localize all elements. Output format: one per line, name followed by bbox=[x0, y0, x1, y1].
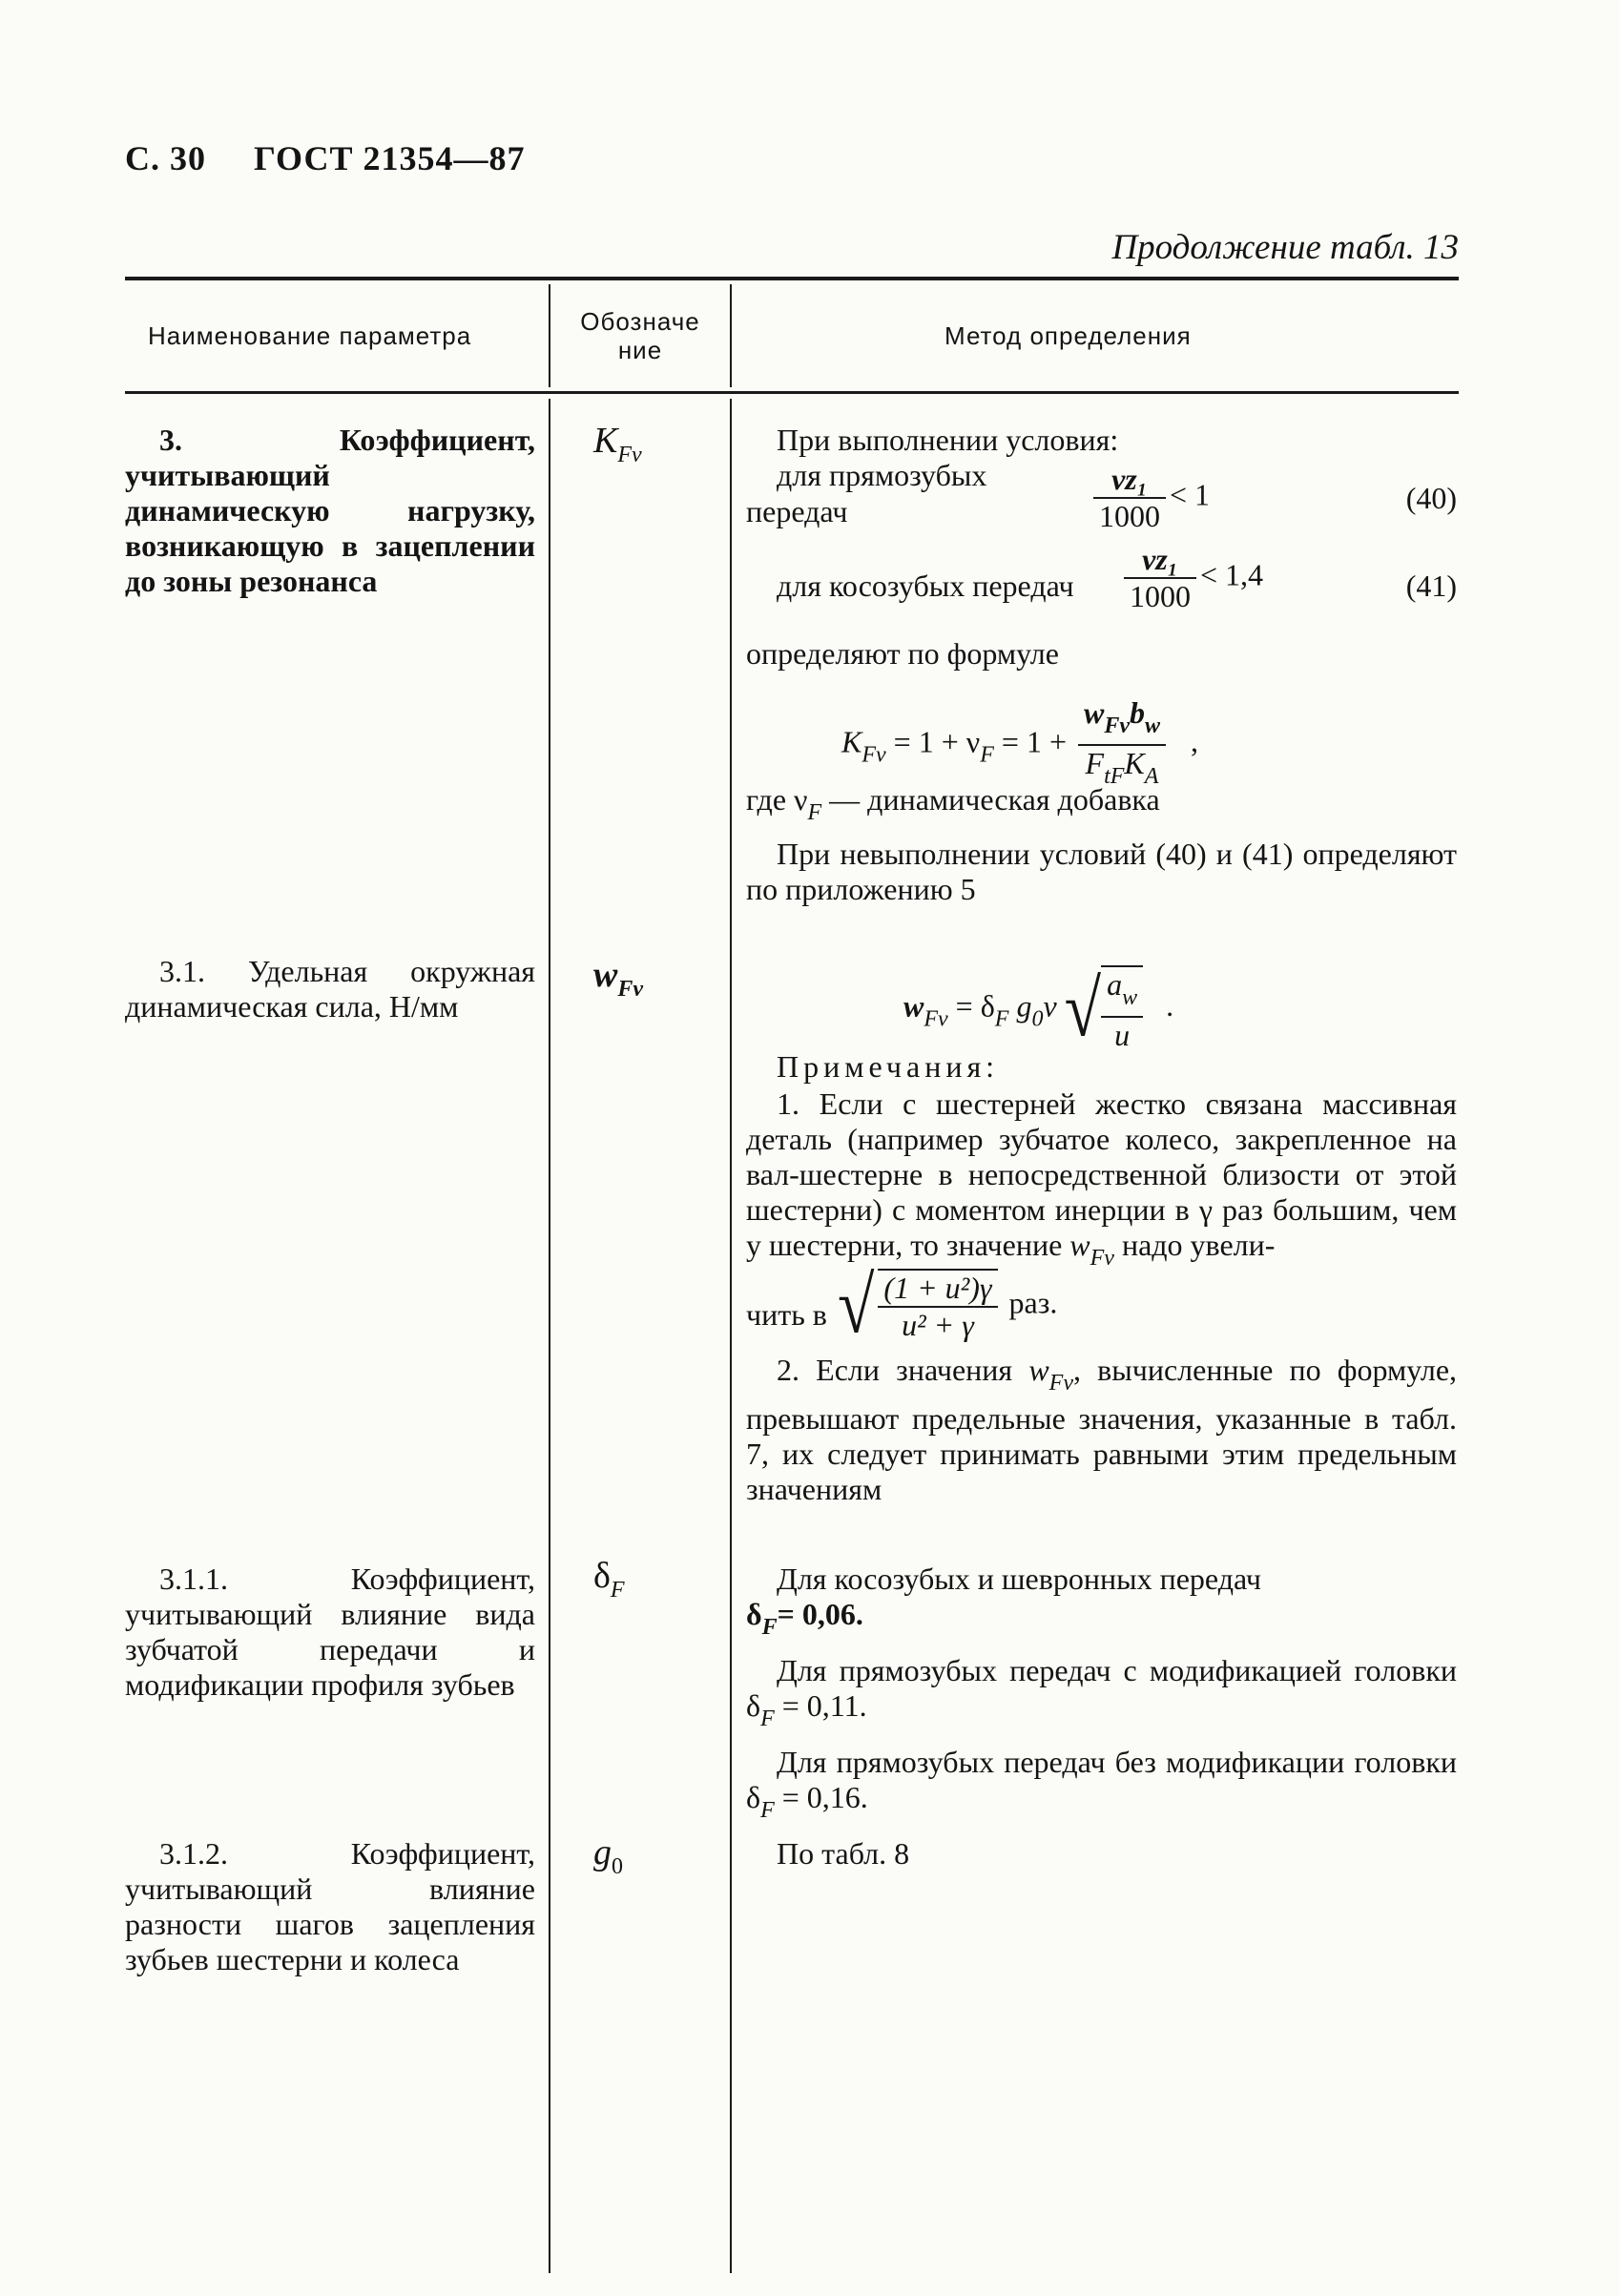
row-3-method bbox=[746, 423, 1457, 907]
sqrt-symbol: √ bbox=[1064, 964, 1102, 1054]
page-header bbox=[125, 138, 525, 178]
condition-helical: для косозубых передач $\frac{\text{vz₁}}{1000}$ < 1,4 (41) bbox=[777, 542, 1457, 613]
row-3-parameter-text: 3. Коэффициент, учитывающий динамическую нагрузку, возникающую в зацеплении до зоны резонанса bbox=[125, 423, 535, 598]
row-3-1-parameter: 3.1. Удельная окружная динамическая сила, Н/мм bbox=[125, 954, 535, 1024]
column-divider-1 bbox=[549, 284, 550, 387]
delta-spur-modified: Для прямозубых передач с модификацией головки $\delta_F = 0,11$. bbox=[746, 1653, 1457, 1731]
column-divider-1-body bbox=[549, 399, 550, 2273]
by-formula-text: определяют по формуле bbox=[746, 636, 1059, 671]
delta-spur-unmodified: Для прямозубых передач без модификации головки $\delta_F = 0,16$. bbox=[746, 1745, 1457, 1823]
where-text: где $\nu_F$ — динамическая добавка bbox=[746, 782, 1160, 825]
row-3-1-symbol: $w_{Fv}$ bbox=[593, 955, 644, 1002]
row-3-1-1-symbol: $\delta_F$ bbox=[593, 1556, 625, 1603]
column-header-symbol: Обозначение bbox=[580, 307, 700, 364]
table-header-rule bbox=[125, 391, 1459, 394]
table-top-rule bbox=[125, 277, 1459, 280]
row-3-1-1-parameter: 3.1.1. Коэффициент, учитывающий влияние вида зубчатой передачи и модификации профиля зубьев bbox=[125, 1562, 535, 1702]
standard-number: ГОСТ 21354—87 bbox=[254, 139, 526, 177]
row-3-1-method bbox=[746, 954, 1457, 1507]
formula-kfv: $K_{Fv} = 1 + \nu_F = 1$ + $\frac{w_{Fv}b_w}{F_{tF}K_A}$ , bbox=[841, 695, 1199, 789]
notes-title: Примечания: bbox=[777, 1049, 1000, 1084]
row-3-1-1-method: Для косозубых и шевронных передач $\delta_F= 0,06$. Для прямозубых передач с модификацией головки $\delta_F = 0,11$. Для прямозубых передач без модификации головки $\delta_F = 0,16$. bbox=[746, 1562, 1457, 1829]
note-1: 1. Если с шестерней жестко связана массивная деталь (например зубчатое колесо, закрепленное на вал-шестерне в непосредственной близости от этой шестерни) с моментом инерции в γ раз большим, чем у шестерни, то значение $w_{Fv}$ надо увели- bbox=[746, 1086, 1457, 1271]
column-divider-2-body bbox=[730, 399, 732, 2273]
row-3-symbol: $K_{Fv}$ bbox=[593, 421, 642, 467]
column-divider-2 bbox=[730, 284, 732, 387]
page-number: С. 30 bbox=[125, 139, 206, 177]
speed-fraction: $\frac{\text{vz₁}}{1000}$ bbox=[1093, 462, 1166, 534]
column-header-parameter: Наименование параметра bbox=[148, 321, 472, 350]
delta-helical: $\delta_F= 0,06$. bbox=[746, 1597, 863, 1640]
note-1-root: чить в √ $\frac{\text{(1 + u²)γ}}{\text{u² + γ}}$ раз. bbox=[746, 1261, 1058, 1351]
condition-title: При выполнении условия: bbox=[777, 423, 1119, 457]
formula-wfv: $w_{Fv} = \delta_F$ $g_0v$ √ $\frac{a_w}{u}$ . bbox=[903, 964, 1174, 1054]
continuation-label: Продолжение табл. 13 bbox=[1111, 228, 1459, 267]
equation-41: (41) bbox=[1405, 569, 1457, 603]
column-header-method: Метод определения bbox=[944, 321, 1192, 350]
note-2: 2. Если значения $w_{Fv}$, вычисленные по формуле, превышают предельные значения, указанные в табл. 7, их следует принимать равными этим предельным значениям bbox=[746, 1353, 1458, 1506]
equation-40: (40) bbox=[1405, 481, 1457, 515]
row-3-1-2-method: По табл. 8 bbox=[777, 1836, 910, 1871]
not-fulfilled-text: При невыполнении условий (40) и (41) определяют по приложению 5 bbox=[746, 837, 1457, 906]
row-3-1-2-parameter: 3.1.2. Коэффициент, учитывающий влияние разности шагов зацепления зубьев шестерни и колеса bbox=[125, 1836, 535, 1976]
condition-spur: для прямозубых передач $\frac{\text{vz₁}}{1000}$ < 1 (40) bbox=[746, 458, 1457, 533]
row-3-1-2-symbol: $g_0$ bbox=[593, 1832, 623, 1879]
row-3-parameter bbox=[125, 423, 535, 599]
